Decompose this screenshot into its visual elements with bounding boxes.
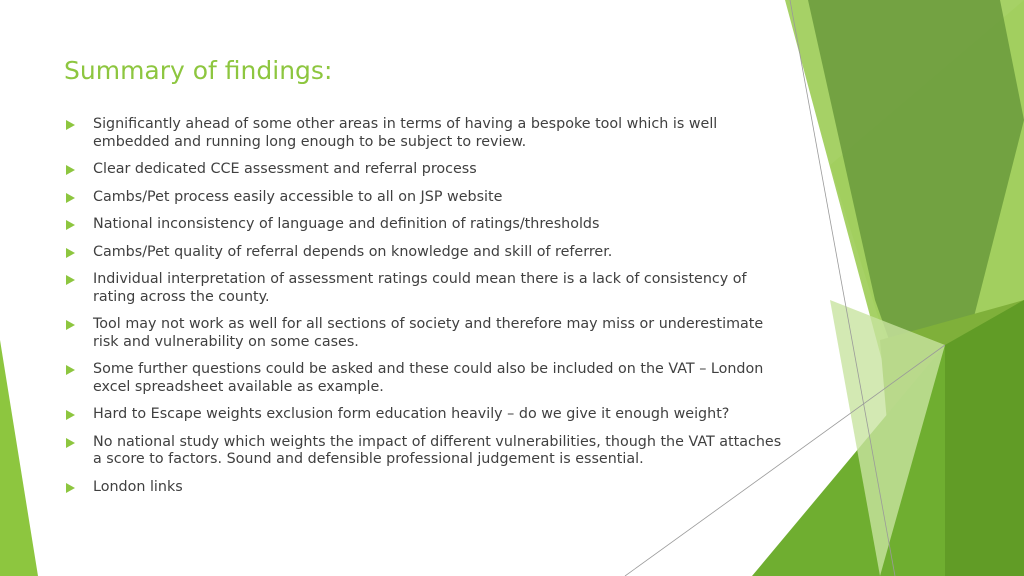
triangle-bullet-icon	[66, 193, 75, 203]
bullet-text: National inconsistency of language and definition of ratings/thresholds	[93, 216, 600, 232]
triangle-bullet-icon	[66, 438, 75, 448]
triangle-bullet-icon	[66, 365, 75, 375]
list-item	[64, 479, 784, 497]
list-item	[64, 244, 784, 262]
triangle-bullet-icon	[66, 248, 75, 258]
list-item	[64, 216, 784, 234]
slide-title: Summary of findings:	[64, 56, 333, 85]
list-item	[64, 161, 784, 179]
findings-list	[64, 116, 784, 506]
list-item	[64, 361, 784, 396]
bullet-text: Significantly ahead of some other areas in terms of having a bespoke tool which is well embedded and running long enough to be subject to review.	[93, 116, 718, 150]
triangle-bullet-icon	[66, 220, 75, 230]
triangle-bullet-icon	[66, 410, 75, 420]
list-item	[64, 434, 784, 469]
bullet-text: Tool may not work as well for all sections of society and therefore may miss or underestimate risk and vulnerability on some cases.	[93, 316, 764, 350]
triangle-bullet-icon	[66, 120, 75, 130]
list-item	[64, 316, 784, 351]
list-item	[64, 271, 784, 306]
list-item	[64, 116, 784, 151]
bullet-text: Hard to Escape weights exclusion form education heavily – do we give it enough weight?	[93, 406, 730, 422]
bullet-text: No national study which weights the impact of different vulnerabilities, though the VAT attaches a score to factors. Sound and defensible professional judgement is essential.	[93, 433, 782, 467]
bullet-text: Individual interpretation of assessment ratings could mean there is a lack of consistency of rating across the county.	[93, 271, 747, 305]
triangle-bullet-icon	[66, 165, 75, 175]
left-green-sliver	[0, 340, 38, 576]
bottom-deep-triangle	[945, 300, 1024, 576]
bullet-text: Cambs/Pet process easily accessible to all on JSP website	[93, 188, 503, 205]
triangle-bullet-icon	[66, 320, 75, 330]
list-item	[64, 406, 784, 424]
bullet-text: London links	[93, 478, 183, 495]
list-item	[64, 189, 784, 207]
bullet-text: Some further questions could be asked and these could also be included on the VAT – London excel spreadsheet available as example.	[93, 361, 764, 395]
triangle-bullet-icon	[66, 275, 75, 285]
bullet-text: Cambs/Pet quality of referral depends on knowledge and skill of referrer.	[93, 243, 613, 260]
triangle-bullet-icon	[66, 483, 75, 493]
bullet-text: Clear dedicated CCE assessment and referral process	[93, 161, 477, 177]
